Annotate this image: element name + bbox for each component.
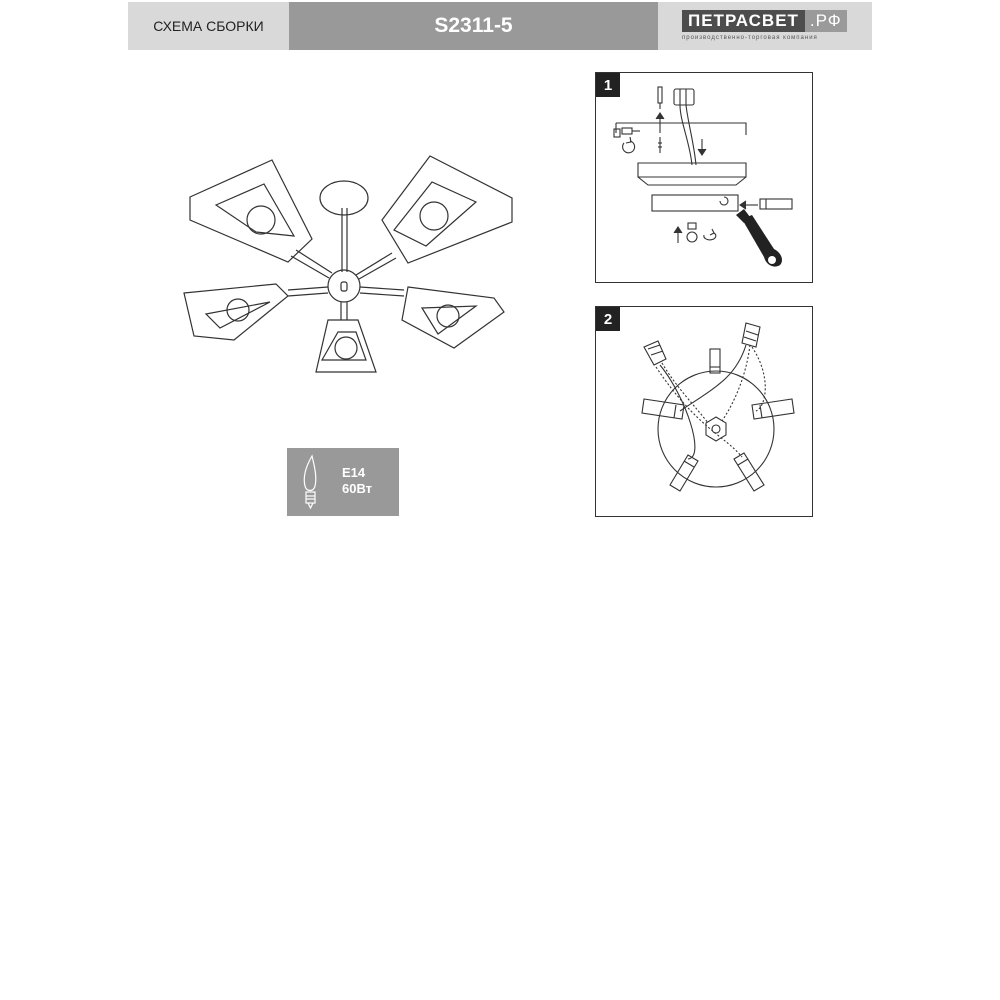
step-1-diagram <box>596 73 812 282</box>
wire-connector-left-icon <box>644 341 666 365</box>
shade-bottom <box>316 320 376 372</box>
bulb-spec-box <box>287 448 399 516</box>
socket-left <box>642 399 684 419</box>
header-bar <box>128 2 872 50</box>
step-1-panel <box>595 72 813 283</box>
brand-logo <box>658 2 872 50</box>
logo-subtitle: производственно-торговая компания <box>682 35 818 41</box>
shade-top-left <box>190 160 312 262</box>
step-2-diagram <box>596 307 812 516</box>
socket-top <box>710 349 720 373</box>
model-number: S2311-5 <box>289 2 658 50</box>
socket-bottom-left <box>670 455 698 491</box>
mounting-bracket <box>614 123 746 137</box>
logo-wordmark <box>682 10 847 32</box>
chandelier-drawing <box>176 150 516 382</box>
step-2-panel <box>595 306 813 517</box>
rotate-icon <box>623 137 635 153</box>
socket-right <box>752 399 794 419</box>
shade-top-right <box>382 156 512 263</box>
cover-sleeve <box>652 195 738 211</box>
candle-bulb-icon <box>299 454 321 510</box>
step-2-number: 2 <box>596 307 620 331</box>
logo-domain-text: .РФ <box>805 10 847 32</box>
bulb-spec-text <box>342 465 372 497</box>
socket-type: E14 <box>342 465 366 480</box>
terminal-block-icon <box>674 89 696 165</box>
shade-left <box>184 284 288 340</box>
up-arrow-small-icon <box>674 227 682 243</box>
rotate-small-icon <box>704 229 716 240</box>
section-label: СХЕМА СБОРКИ <box>128 2 289 50</box>
wrench-icon <box>736 209 782 267</box>
center-nut-icon <box>706 417 726 441</box>
down-arrow-icon <box>698 139 706 155</box>
cap-icon <box>687 223 697 242</box>
shade-right <box>402 287 504 348</box>
central-hub <box>328 270 360 302</box>
ceiling-canopy <box>320 181 368 215</box>
bolt-icon <box>622 128 640 134</box>
canopy-plate <box>638 163 746 185</box>
logo-main-text: ПЕТРАСВЕТ <box>682 10 805 32</box>
bulb-power: 60Вт <box>342 481 373 496</box>
step-1-number: 1 <box>596 73 620 97</box>
socket-bottom-right <box>734 453 764 491</box>
wire-connector-right-icon <box>742 323 760 347</box>
nut-icon <box>760 199 792 209</box>
left-arrow-icon <box>740 201 758 209</box>
